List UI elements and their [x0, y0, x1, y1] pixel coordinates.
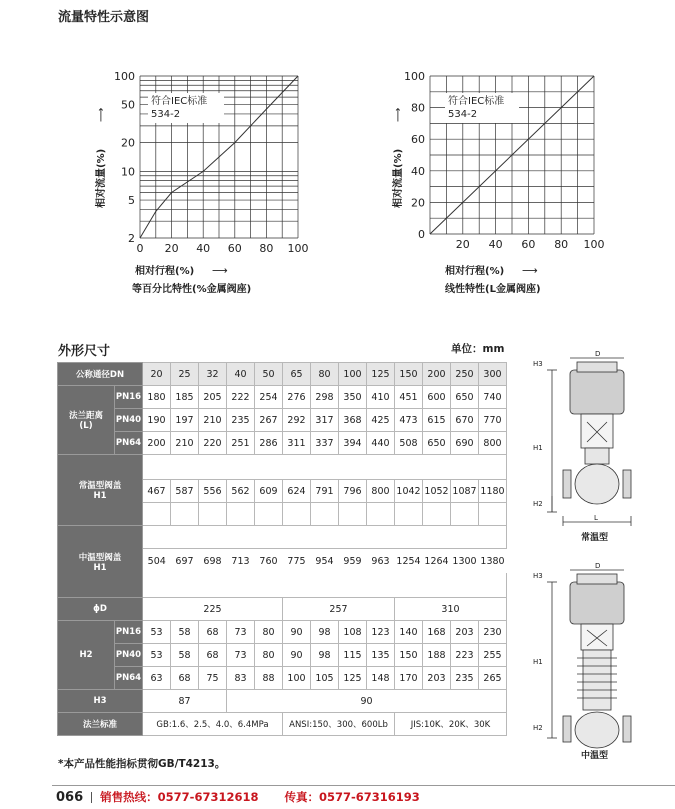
table-cell: 100 — [283, 667, 311, 690]
h3-label: H3 — [58, 690, 143, 713]
dn-cell: 25 — [171, 363, 199, 386]
table-cell: 624 — [283, 480, 311, 503]
dn-cell: 65 — [283, 363, 311, 386]
table-cell: 251 — [227, 432, 255, 455]
pn40-label: PN40 — [115, 409, 143, 432]
dn-cell: 50 — [255, 363, 283, 386]
blank-cell — [143, 503, 171, 526]
table-cell: 697 — [175, 555, 194, 567]
H2-pn40-row — [58, 644, 507, 667]
table-cell: 350 — [339, 386, 367, 409]
table-cell: 504 — [147, 555, 166, 567]
blank-cell — [143, 526, 507, 549]
normal-dim-H2: H2 — [533, 500, 543, 508]
chart1-annotation-line1: 符合IEC标准 — [151, 96, 208, 107]
blank-cell — [367, 503, 395, 526]
L-pn16-row — [58, 386, 507, 409]
table-cell: 1264 — [424, 555, 449, 567]
chart1-ylabel: 相对流量(%) — [96, 148, 107, 208]
mid-dim-D: D — [595, 562, 601, 570]
table-cell: 963 — [371, 555, 390, 567]
phiD-cell: 257 — [283, 598, 395, 621]
page-number: 066 — [56, 790, 84, 805]
h3-cell: 90 — [227, 690, 507, 713]
table-cell: 197 — [171, 409, 199, 432]
table-cell: 740 — [479, 386, 507, 409]
table-cell: 1180 — [479, 480, 507, 503]
table-cell: 473 — [395, 409, 423, 432]
y-tick-label: 100 — [114, 70, 135, 83]
normal-dim-H3: H3 — [533, 360, 543, 368]
chart2-annotation-line1: 符合IEC标准 — [448, 96, 505, 107]
dn-cell: 250 — [451, 363, 479, 386]
flange-std-jis: JIS:10K、20K、30K — [395, 713, 507, 736]
table-cell: 267 — [255, 409, 283, 432]
table-cell: 168 — [423, 621, 451, 644]
chart2-xlabel: 相对行程(%) — [445, 266, 505, 277]
y-tick-label: 40 — [411, 164, 425, 178]
table-cell: 791 — [311, 480, 339, 503]
normal-temp-label-1: 常温型阀盖 — [78, 481, 122, 491]
table-cell: 63 — [143, 667, 171, 690]
dn-cell: 80 — [311, 363, 339, 386]
table-cell: 68 — [199, 644, 227, 667]
table-cell: 185 — [171, 386, 199, 409]
valve-drawings-svg — [525, 350, 670, 770]
table-cell: 286 — [255, 432, 283, 455]
table-cell: 180 — [143, 386, 171, 409]
table-cell: 337 — [311, 432, 339, 455]
dimensions-title: 外形尺寸 — [58, 344, 111, 359]
table-cell: 140 — [395, 621, 423, 644]
table-cell: 276 — [283, 386, 311, 409]
y-tick-label: 100 — [404, 70, 425, 83]
table-cell: 770 — [479, 409, 507, 432]
table-cell: 90 — [283, 644, 311, 667]
phiD-cell: 225 — [143, 598, 283, 621]
dn-cell: 125 — [367, 363, 395, 386]
blank-cell — [143, 455, 507, 480]
table-cell: 68 — [199, 621, 227, 644]
mid-temp-label-2: H1 — [93, 562, 107, 573]
y-tick-label: 10 — [121, 165, 135, 179]
chart2-title: 线性特性(L金属阀座) — [445, 284, 541, 295]
x-tick-label: 0 — [136, 242, 144, 255]
table-cell: 73 — [227, 621, 255, 644]
table-cell: 73 — [227, 644, 255, 667]
chart2-annotation-line2: 534-2 — [448, 109, 478, 120]
flow-characteristics-title: 流量特性示意图 — [58, 10, 150, 25]
x-tick-label: 20 — [455, 238, 470, 251]
table-cell: 394 — [339, 432, 367, 455]
blank-cell — [339, 503, 367, 526]
table-cell: 1380 — [480, 555, 505, 567]
dimensions-table — [57, 362, 507, 736]
dn-cell: 200 — [423, 363, 451, 386]
flange-std-label: 法兰标准 — [58, 713, 143, 736]
dn-cell: 100 — [339, 363, 367, 386]
phiD-cell: 310 — [395, 598, 507, 621]
normal-temp-caption: 常温型 — [581, 533, 609, 543]
table-cell: 1052 — [423, 480, 451, 503]
pn64-label: PN64 — [115, 667, 143, 690]
chart2-x-arrow: ⟶ — [522, 264, 538, 277]
table-cell: 135 — [367, 644, 395, 667]
dn-cell: 32 — [199, 363, 227, 386]
table-cell: 68 — [171, 667, 199, 690]
table-cell: 690 — [451, 432, 479, 455]
flange-std-row — [58, 713, 507, 736]
mid-dim-H3: H3 — [533, 572, 543, 580]
L-pn40-row — [58, 409, 507, 432]
dn-cell: 150 — [395, 363, 423, 386]
x-tick-label: 20 — [164, 242, 179, 255]
table-cell: 609 — [255, 480, 283, 503]
table-cell: 615 — [423, 409, 451, 432]
table-cell: 440 — [367, 432, 395, 455]
table-cell: 425 — [367, 409, 395, 432]
table-cell: 1300 — [452, 555, 477, 567]
h2-label: H2 — [58, 621, 115, 690]
mid-temp-caption: 中温型 — [581, 751, 609, 761]
mid-temp-valve — [547, 570, 631, 748]
table-cell: 760 — [259, 555, 278, 567]
x-tick-label: 100 — [287, 242, 309, 255]
table-cell: 587 — [171, 480, 199, 503]
table-cell: 58 — [171, 621, 199, 644]
y-tick-label: 50 — [121, 98, 135, 112]
pn16-label: PN16 — [115, 621, 143, 644]
table-cell: 190 — [143, 409, 171, 432]
x-tick-label: 100 — [583, 238, 605, 251]
table-cell: 368 — [339, 409, 367, 432]
mid-dim-H1: H1 — [533, 658, 543, 666]
blank-cell — [423, 503, 451, 526]
blank-cell — [227, 503, 255, 526]
y-tick-label: 60 — [411, 133, 425, 147]
table-cell: 98 — [311, 644, 339, 667]
table-cell: 200 — [143, 432, 171, 455]
mid-temp-label-1: 中温型阀盖 — [78, 552, 122, 563]
table-cell: 562 — [227, 480, 255, 503]
table-cell: 210 — [199, 409, 227, 432]
x-tick-label: 60 — [227, 242, 242, 255]
chart2-ylabel: 相对流量(%) — [393, 148, 404, 208]
table-cell: 292 — [283, 409, 311, 432]
dn-row — [58, 363, 507, 386]
blank-cell — [451, 503, 479, 526]
table-cell: 80 — [255, 644, 283, 667]
table-cell: 235 — [451, 667, 479, 690]
table-cell: 1254 — [396, 555, 421, 567]
table-cell: 188 — [423, 644, 451, 667]
blank-cell — [311, 503, 339, 526]
table-cell: 205 — [199, 386, 227, 409]
table-cell: 317 — [311, 409, 339, 432]
blank-cell — [283, 503, 311, 526]
table-cell: 670 — [451, 409, 479, 432]
flange-std-ansi: ANSI:150、300、600Lb — [283, 713, 395, 736]
L-pn64-row — [58, 432, 507, 455]
table-cell: 108 — [339, 621, 367, 644]
table-cell: 954 — [315, 555, 334, 567]
table-cell: 508 — [395, 432, 423, 455]
table-cell: 1087 — [451, 480, 479, 503]
H2-pn16-row — [58, 621, 507, 644]
footer — [56, 789, 420, 805]
table-cell: 451 — [395, 386, 423, 409]
y-tick-label: 20 — [411, 196, 425, 210]
table-cell: 148 — [367, 667, 395, 690]
chart1-annotation-line2: 534-2 — [151, 109, 181, 120]
blank-cell — [143, 573, 507, 598]
table-cell: 210 — [171, 432, 199, 455]
blank-cell — [255, 503, 283, 526]
flange-distance-label-2: (L) — [79, 421, 93, 431]
x-tick-label: 40 — [488, 238, 503, 251]
H1-mid-blank-row — [58, 526, 507, 549]
table-cell: 203 — [423, 667, 451, 690]
standard-note: *本产品性能指标贯彻GB/T4213。 — [58, 758, 226, 770]
flange-distance-label — [58, 386, 115, 455]
normal-dim-H1: H1 — [533, 444, 543, 452]
phiD-row — [58, 598, 507, 621]
x-tick-label: 80 — [554, 238, 569, 251]
table-cell: 254 — [255, 386, 283, 409]
table-cell: 105 — [311, 667, 339, 690]
table-cell: 75 — [199, 667, 227, 690]
H2-pn64-row — [58, 667, 507, 690]
h3-cell: 87 — [143, 690, 227, 713]
table-cell: 265 — [479, 667, 507, 690]
table-cell: 298 — [311, 386, 339, 409]
sales-hotline: 销售热线：0577-67312618 — [100, 790, 259, 804]
pn40-label: PN40 — [115, 644, 143, 667]
x-tick-label: 40 — [196, 242, 211, 255]
fax-number: 传真：0577-67316193 — [284, 790, 420, 804]
table-cell: 220 — [199, 432, 227, 455]
linear-chart-svg — [385, 60, 625, 320]
blank-cell — [171, 503, 199, 526]
mid-dim-H2: H2 — [533, 724, 543, 732]
table-cell: 800 — [367, 480, 395, 503]
linear-chart — [385, 60, 625, 320]
pn16-label: PN16 — [115, 386, 143, 409]
chart1-xlabel: 相对行程(%) — [135, 266, 195, 277]
unit-label: 单位：mm — [451, 343, 505, 355]
y-tick-label: 5 — [128, 194, 135, 208]
table-cell: 1042 — [395, 480, 423, 503]
table-cell: 223 — [451, 644, 479, 667]
mid-temp-label — [58, 526, 143, 598]
table-cell: 98 — [311, 621, 339, 644]
chart1-y-arrow: ⟶ — [96, 107, 107, 122]
equal-percentage-chart-svg — [90, 60, 320, 320]
y-tick-label: 20 — [121, 136, 135, 150]
footer-divider — [52, 785, 675, 786]
x-tick-label: 80 — [259, 242, 274, 255]
blank-cell — [199, 503, 227, 526]
y-tick-label: 0 — [418, 228, 425, 241]
y-tick-label: 80 — [411, 101, 425, 115]
valve-drawings — [525, 350, 670, 770]
table-cell: 222 — [227, 386, 255, 409]
table-cell: 123 — [367, 621, 395, 644]
table-cell: 230 — [479, 621, 507, 644]
table-cell: 255 — [479, 644, 507, 667]
table-cell: 90 — [283, 621, 311, 644]
table-cell: 467 — [143, 480, 171, 503]
phiD-label: ϕD — [58, 598, 143, 621]
flange-distance-label-1: 法兰距离 — [68, 411, 103, 421]
blank-cell — [395, 503, 423, 526]
table-cell: 600 — [423, 386, 451, 409]
table-cell: 53 — [143, 621, 171, 644]
normal-dim-D: D — [595, 350, 601, 358]
dn-cell: 40 — [227, 363, 255, 386]
chart1-title: 等百分比特性(%金属阀座) — [132, 284, 252, 295]
table-cell: 83 — [227, 667, 255, 690]
chart1-x-arrow: ⟶ — [212, 264, 228, 277]
table-cell: 58 — [171, 644, 199, 667]
table-cell: 556 — [199, 480, 227, 503]
table-cell: 775 — [287, 555, 306, 567]
table-cell: 80 — [255, 621, 283, 644]
H1-normal-row — [58, 455, 507, 480]
table-cell: 235 — [227, 409, 255, 432]
table-cell: 170 — [395, 667, 423, 690]
table-cell: 650 — [451, 386, 479, 409]
pn64-label: PN64 — [115, 432, 143, 455]
x-tick-label: 60 — [521, 238, 536, 251]
dn-label: 公称通径DN — [58, 363, 143, 386]
H3-row — [58, 690, 507, 713]
table-cell: 203 — [451, 621, 479, 644]
y-tick-label: 2 — [128, 232, 135, 245]
table-cell: 311 — [283, 432, 311, 455]
flange-std-gb: GB:1.6、2.5、4.0、6.4MPa — [143, 713, 283, 736]
chart2-y-arrow: ⟶ — [393, 107, 404, 122]
table-cell: 796 — [339, 480, 367, 503]
footer-separator — [91, 792, 92, 803]
table-cell: 115 — [339, 644, 367, 667]
equal-percentage-chart — [90, 60, 320, 320]
table-cell: 698 — [203, 555, 222, 567]
normal-temp-valve — [547, 358, 631, 526]
blank-cell — [479, 503, 507, 526]
table-cell: 650 — [423, 432, 451, 455]
dn-cell: 300 — [479, 363, 507, 386]
table-cell: 410 — [367, 386, 395, 409]
table-cell: 150 — [395, 644, 423, 667]
table-cell: 88 — [255, 667, 283, 690]
table-cell: 125 — [339, 667, 367, 690]
table-cell: 53 — [143, 644, 171, 667]
normal-temp-label — [58, 455, 143, 526]
normal-dim-L: L — [594, 514, 598, 522]
table-cell: 713 — [231, 555, 250, 567]
dn-cell: 20 — [143, 363, 171, 386]
table-cell: 800 — [479, 432, 507, 455]
normal-temp-label-2: H1 — [93, 491, 107, 501]
table-cell: 959 — [343, 555, 362, 567]
